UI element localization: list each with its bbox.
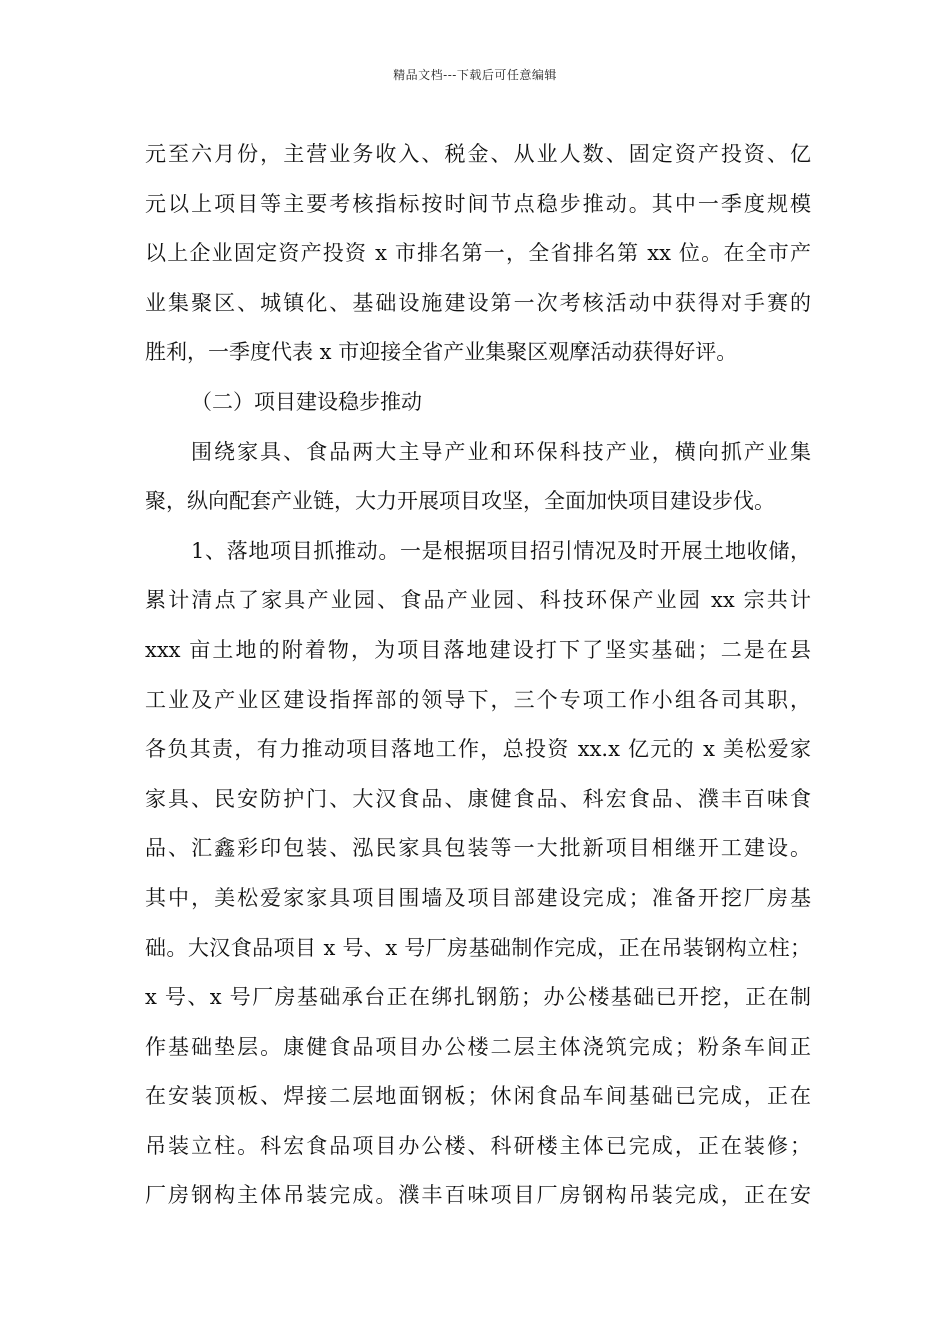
- text-line: xxx 亩土地的附着物，为项目落地建设打下了坚实基础；二是在县: [145, 637, 811, 662]
- text-line: 1、落地项目抓推动。一是根据项目招引情况及时开展土地收储，: [191, 538, 811, 563]
- text-line: 础。大汉食品项目 x 号、x 号厂房基础制作完成，正在吊装钢构立柱；: [145, 935, 811, 960]
- document-body: [145, 130, 811, 1221]
- text-line: 元以上项目等主要考核指标按时间节点稳步推动。其中一季度规模: [145, 191, 811, 216]
- text-line: 元至六月份，主营业务收入、税金、从业人数、固定资产投资、亿: [145, 142, 811, 166]
- text-line: 围绕家具、食品两大主导产业和环保科技产业，横向抓产业集: [191, 439, 811, 464]
- text-line: 在安装顶板、焊接二层地面钢板；休闲食品车间基础已完成，正在: [145, 1084, 811, 1109]
- text-line: 胜利，一季度代表 x 市迎接全省产业集聚区观摩活动获得好评。: [145, 340, 738, 365]
- text-line: （二）项目建设稳步推动: [191, 389, 422, 414]
- page-header: 精品文档---下载后可任意编辑: [393, 68, 557, 82]
- text-line: 业集聚区、城镇化、基础设施建设第一次考核活动中获得对手赛的: [145, 290, 811, 315]
- text-line: 其中，美松爱家家具项目围墙及项目部建设完成；准备开挖厂房基: [145, 885, 811, 910]
- text-line: 品、汇鑫彩印包装、泓民家具包装等一大批新项目相继开工建设。: [145, 836, 811, 861]
- text-line: 以上企业固定资产投资 x 市排名第一，全省排名第 xx 位。在全市产: [145, 241, 811, 266]
- text-line: 厂房钢构主体吊装完成。濮丰百味项目厂房钢构吊装完成，正在安: [145, 1183, 811, 1208]
- text-line: 各负其责，有力推动项目落地工作，总投资 xx.x 亿元的 x 美松爱家: [145, 737, 811, 762]
- text-line: 聚，纵向配套产业链，大力开展项目攻坚，全面加快项目建设步伐。: [145, 489, 775, 514]
- text-line: 作基础垫层。康健食品项目办公楼二层主体浇筑完成；粉条车间正: [145, 1034, 811, 1059]
- text-line: 吊装立柱。科宏食品项目办公楼、科研楼主体已完成，正在装修；: [145, 1133, 811, 1158]
- text-line: 家具、民安防护门、大汉食品、康健食品、科宏食品、濮丰百味食: [145, 786, 811, 811]
- text-line: 累计清点了家具产业园、食品产业园、科技环保产业园 xx 宗共计: [145, 588, 811, 613]
- text-line: x 号、x 号厂房基础承台正在绑扎钢筋；办公楼基础已开挖，正在制: [145, 985, 811, 1010]
- text-line: 工业及产业区建设指挥部的领导下，三个专项工作小组各司其职，: [145, 687, 811, 712]
